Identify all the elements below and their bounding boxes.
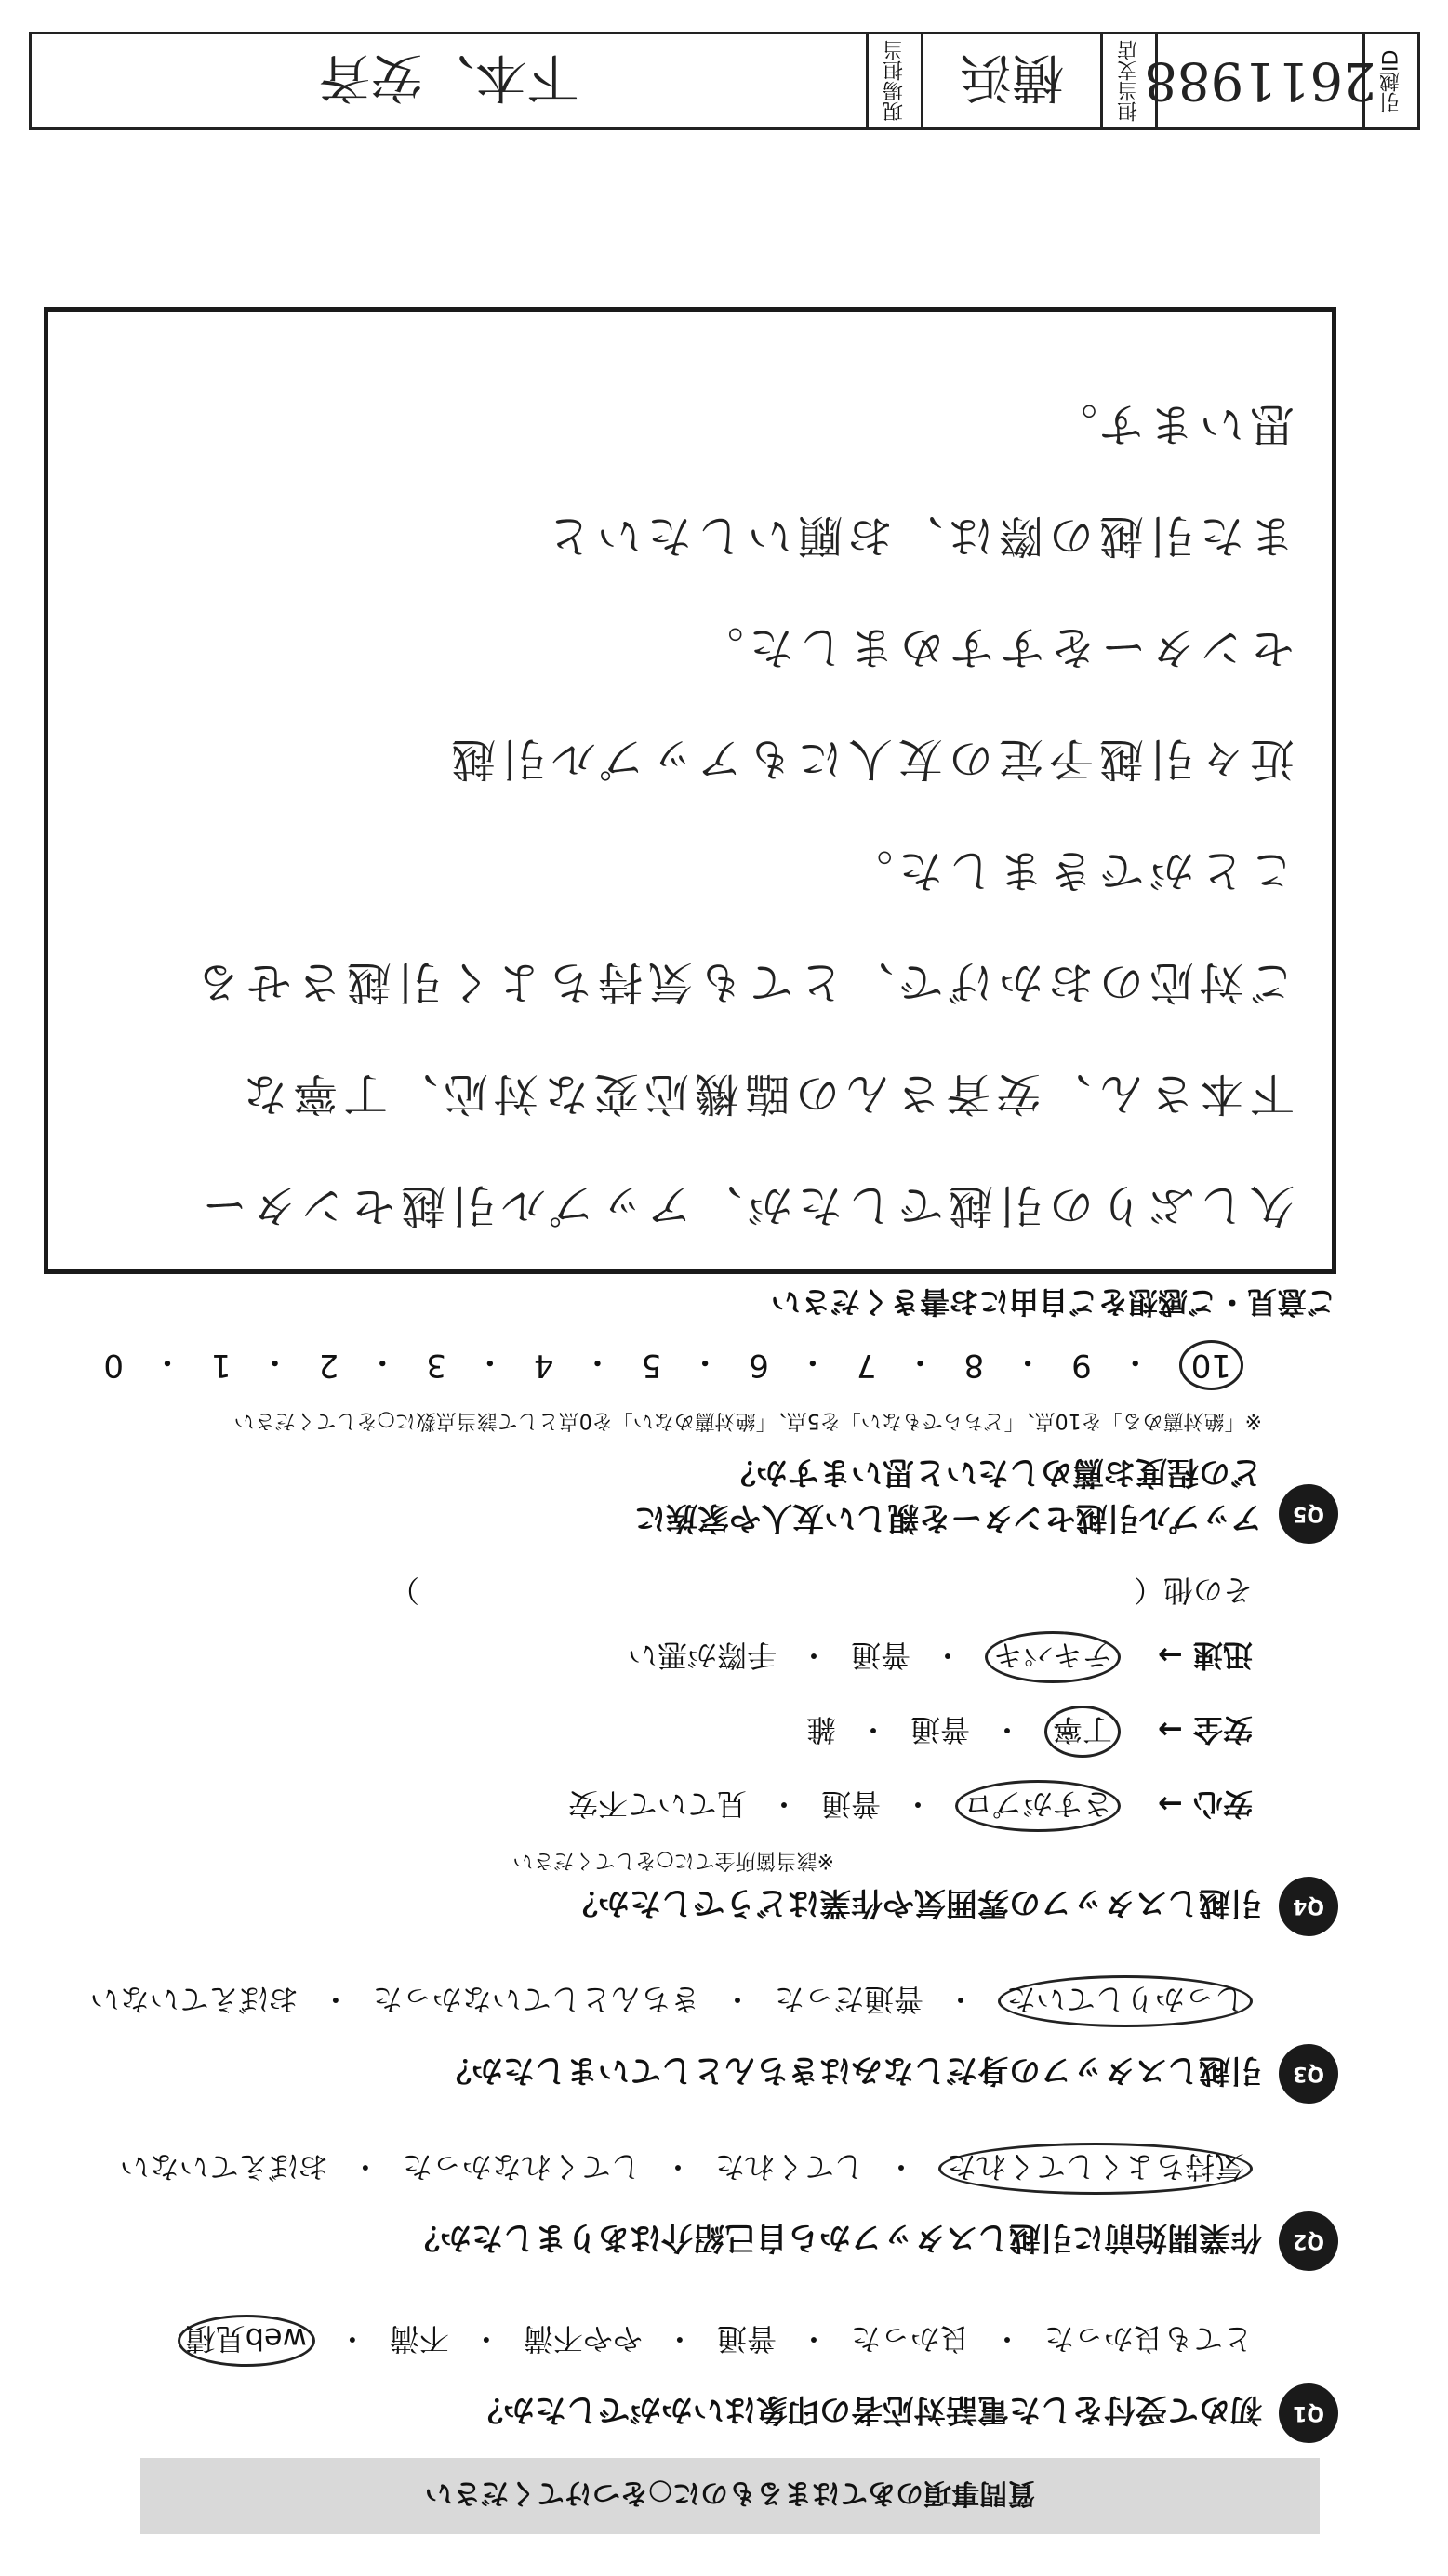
q1-option[interactable]: 普通 — [716, 2321, 777, 2357]
q2-option[interactable]: してくれた — [714, 2149, 864, 2184]
q5-score[interactable]: 1 — [210, 1347, 232, 1384]
branch-value[interactable]: 横浜 — [921, 34, 1100, 127]
q4-other-text[interactable]: その他（ ） — [389, 1573, 1253, 1608]
q4-option-circled[interactable]: 丁寧 — [1044, 1706, 1121, 1758]
q2-option-circled[interactable]: 気持ちよくしてくれた — [938, 2143, 1253, 2195]
q4-row-anshin: 安心 → さすがプロ ・ 普通 ・ 見ていて不安 — [568, 1780, 1253, 1832]
comment-line: センターをすすめました。 — [693, 621, 1295, 673]
question-5 — [129, 1451, 1338, 1544]
q4-option[interactable]: 普通 — [820, 1786, 881, 1822]
q5-score[interactable]: 9 — [1071, 1347, 1092, 1384]
q3-option[interactable]: 普通だった — [774, 1982, 923, 2017]
q4-row-label: 迅速 → — [1158, 1638, 1253, 1673]
comments-box[interactable] — [44, 307, 1336, 1274]
question-3 — [129, 2046, 1338, 2102]
q5-score[interactable]: 4 — [533, 1347, 554, 1384]
question-4 — [129, 1879, 1338, 1934]
q5-score[interactable]: 2 — [318, 1347, 339, 1384]
question-1 — [129, 2385, 1338, 2441]
q4-option[interactable]: 普通 — [910, 1712, 970, 1747]
comment-line: 思います。 — [1046, 398, 1295, 450]
id-value[interactable]: 2611988 — [1155, 34, 1362, 127]
q4-badge: Q4 — [1279, 1877, 1338, 1936]
q2-option[interactable]: おぼえていない — [119, 2149, 328, 2184]
q3-badge: Q3 — [1279, 2044, 1338, 2104]
q5-score[interactable]: 6 — [749, 1347, 769, 1384]
id-bar — [29, 32, 1420, 130]
q1-badge: Q1 — [1279, 2383, 1338, 2443]
q2-text: 作業開始前に引越しスタッフから自己紹介はありましたか？ — [408, 2219, 1262, 2257]
staff-value[interactable]: 下本、安斉 — [318, 46, 579, 107]
q5-score-circled[interactable]: 10 — [1179, 1340, 1243, 1390]
comment-line: ご対応のおかげで、とても気持ちよく引越させる — [190, 956, 1295, 1008]
comment-line: 近々引越予定の友人にもアップル引越 — [445, 733, 1295, 785]
q5-note: ※「絶対薦める」を10点、「どちらでもない」を5点、「絶対薦めない」を0点として該当点数に○をしてください — [233, 1409, 1262, 1432]
q3-options: しっかりしていた ・ 普通だった ・ きちんとしていなかった ・ おぼえていない — [90, 1975, 1253, 2027]
q4-row-label: 安心 → — [1158, 1786, 1253, 1822]
q1-option[interactable]: 良かった — [850, 2321, 970, 2357]
question-2 — [129, 2213, 1338, 2269]
comment-line: ことができました。 — [842, 844, 1295, 896]
q4-option-circled[interactable]: さすがプロ — [955, 1780, 1121, 1832]
q5-score[interactable]: 3 — [426, 1347, 446, 1384]
q4-row-label: 安全 → — [1158, 1712, 1253, 1747]
q4-option[interactable]: 見ていて不安 — [567, 1786, 747, 1822]
q3-text: 引越しスタッフの身だしなみはきちんとしていましたか？ — [440, 2052, 1262, 2090]
q4-note: ※該当箇所全てに○をしてください — [512, 1849, 834, 1872]
q5-text-line2: どの程度お薦めしたいと思いますか？ — [724, 1454, 1262, 1491]
q1-option-circled[interactable]: web見積 — [178, 2315, 315, 2367]
q4-option[interactable]: 手際が悪い — [627, 1638, 777, 1673]
instruction-text: 質問事項のあてはまるものに○をつけてください — [424, 2476, 1036, 2509]
q2-option[interactable]: してくれなかった — [402, 2149, 641, 2184]
q5-score[interactable]: 0 — [103, 1347, 124, 1384]
q1-option[interactable]: 不満 — [389, 2321, 449, 2357]
comment-line: 下本さん、安斉さんの臨機応変な対応、丁寧な — [237, 1068, 1295, 1120]
q5-badge: Q5 — [1279, 1484, 1338, 1544]
branch-label: 担当支店 — [1100, 34, 1155, 127]
q5-score[interactable]: 7 — [856, 1347, 877, 1384]
q1-text: 初めて受付をした電話対応者の印象はいかがでしたか？ — [472, 2391, 1262, 2429]
q3-option-circled[interactable]: しっかりしていた — [998, 1975, 1253, 2027]
q5-scale: 10 ・ 9 ・ 8 ・ 7 ・ 6 ・ 5 ・ 4 ・ 3 ・ 2 ・ 1 ・ 0 — [103, 1340, 1243, 1390]
q5-score[interactable]: 8 — [963, 1347, 985, 1384]
id-label: 引越ID — [1362, 34, 1417, 127]
q2-badge: Q2 — [1279, 2211, 1338, 2271]
q1-option[interactable]: やや不満 — [523, 2321, 643, 2357]
instruction-banner — [140, 2458, 1320, 2534]
q4-other — [390, 1571, 1253, 1613]
q4-option[interactable]: 普通 — [850, 1638, 910, 1673]
q4-row-anzen: 安全 → 丁寧 ・ 普通 ・ 雑 — [806, 1706, 1253, 1758]
q3-option[interactable]: おぼえていない — [89, 1982, 299, 2017]
q1-options: とても良かった ・ 良かった ・ 普通 ・ やや不満 ・ 不満 ・ web見積 — [178, 2315, 1253, 2367]
comments-title: ご意見・ご感想をご自由にお書きください — [770, 1284, 1336, 1320]
q4-option[interactable]: 雑 — [805, 1712, 836, 1747]
q3-option[interactable]: きちんとしていなかった — [372, 1982, 700, 2017]
comment-line: また引越の際は、お願いしたいと — [540, 510, 1295, 562]
q1-option[interactable]: とても良かった — [1043, 2321, 1253, 2357]
q4-option-circled[interactable]: テキパキ — [985, 1631, 1121, 1683]
comment-line: 久しぶりの引越でしたが、アップル引越センター — [196, 1179, 1295, 1231]
q5-text-line1: アップル引越センターを親しい友人や家族に — [634, 1499, 1262, 1536]
q2-options: 気持ちよくしてくれた ・ してくれた ・ してくれなかった ・ おぼえていない — [120, 2143, 1253, 2195]
q5-score[interactable]: 5 — [641, 1347, 662, 1384]
q4-row-jinsoku: 迅速 → テキパキ ・ 普通 ・ 手際が悪い — [628, 1631, 1253, 1683]
staff-label: 現場担当 — [866, 34, 921, 127]
q4-text: 引越しスタッフの雰囲気や作業はどうでしたか？ — [566, 1884, 1262, 1922]
